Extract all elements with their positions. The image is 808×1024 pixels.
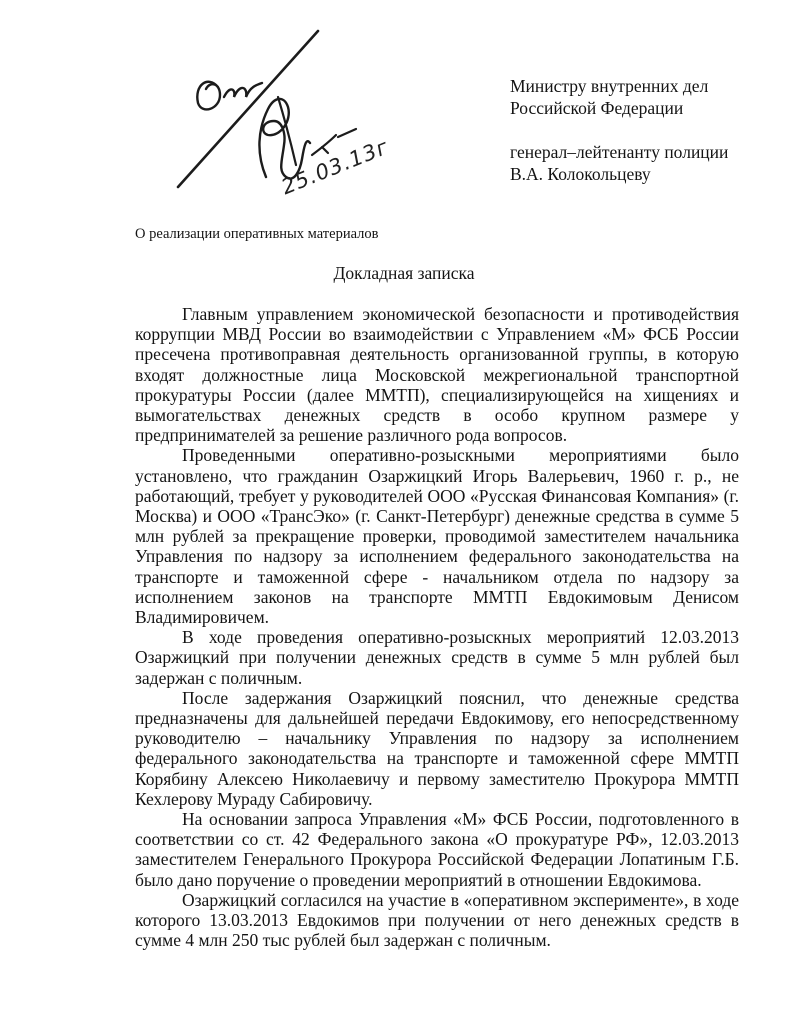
paragraph: Озаржицкий согласился на участие в «оперативном эксперименте», в ходе которого 13.03.2013 Евдокимов при получении от него денежных средств в сумме 4 млн 250 тыс рублей был задержан с поличным. (135, 889, 739, 951)
paragraph: В ходе проведения оперативно-розыскных мероприятий 12.03.2013 Озаржицкий при получении денежных средств в сумме 5 млн рублей был задержан с поличным. (135, 627, 739, 688)
paragraph: Проведенными оперативно-розыскными мероприятиями было установлено, что гражданин Озаржицкий Игорь Валерьевич, 1960 г. р., не работающий, требует у руководителей ООО «Русская Финансовая Компания» (г. Москва) и ООО «ТрансЭко» (г. Санкт-Петербург) денежные средства в сумме 5 млн рублей за прекращение проверки, проводимой заместителем начальника Управления по надзору за исполнением федерального законодательства на транспорте и таможенной сфере - начальником отдела по надзору за исполнением законов на транспорте ММТП Евдокимовым Денисом Владимировичем. (135, 445, 739, 628)
addressee-block (510, 75, 728, 185)
paragraph: На основании запроса Управления «М» ФСБ России, подготовленного в соответствии со ст. 42 Федерального закона «О прокуратуре РФ», 12.03.2013 заместителем Генерального Прокурора Российской Федерации Лопатиным Г.Б. было дано поручение о проведении мероприятий в отношении Евдокимова. (135, 809, 739, 890)
resolution-date: 25.03.13г (278, 134, 393, 200)
addressee-line-4: В.А. Колокольцеву (510, 164, 651, 184)
signature-icon (150, 25, 410, 225)
handwritten-resolution (150, 25, 410, 225)
subject-line: О реализации оперативных материалов (135, 226, 379, 242)
paragraph: Главным управлением экономической безопасности и противодействия коррупции МВД России во взаимодействии с Управлением «М» ФСБ России пресечена противоправная деятельность организованной группы, в которую входят должностные лица Московской межрегиональной транспортной прокуратуры России (далее ММТП), специализирующейся на хищениях и вымогательствах денежных средств в особо крупном размере у предпринимателей за решение различного рода вопросов. (135, 304, 739, 446)
addressee-line-1: Министру внутренних дел (510, 76, 709, 96)
document-title: Докладная записка (333, 263, 475, 283)
paragraph: После задержания Озаржицкий пояснил, что денежные средства предназначены для дальнейшей передачи Евдокимову, его непосредственному руководителю – начальнику Управления по надзору за исполнением федерального законодательства на транспорте и таможенной сфере ММТП Корябину Алексею Николаевичу и первому заместителю Прокурора ММТП Кехлерову Мураду Сабировичу. (135, 687, 739, 809)
addressee-line-3: генерал–лейтенанту полиции (510, 142, 729, 162)
addressee-line-2: Российской Федерации (510, 98, 684, 118)
document-body (135, 304, 739, 951)
